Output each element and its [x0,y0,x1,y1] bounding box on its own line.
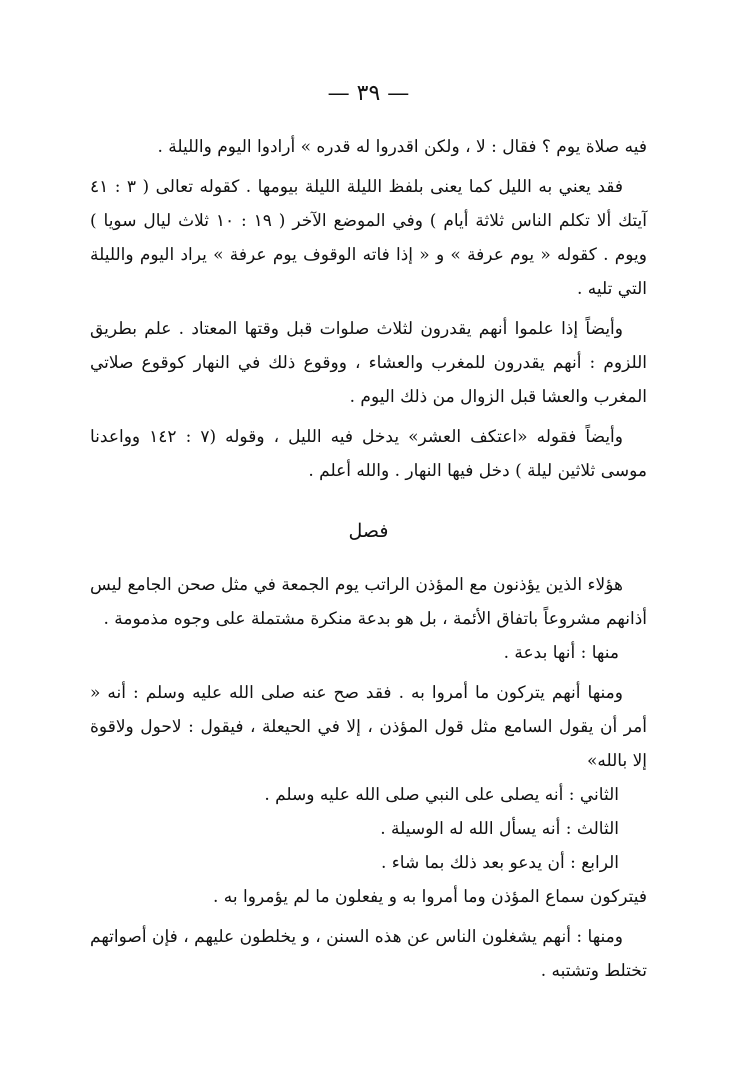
paragraph-4: وأيضاً فقوله «اعتكف العشر» يدخل فيه الليل ، وقوله (٧ : ١٤٢ وواعدنا موسى ثلاثين ليلة ) دخل فيها النهار . والله أعلم . [90,427,647,481]
section-summary: فيتركون سماع المؤذن وما أمروا به و يفعلون ما لم يؤمروا به . [212,887,647,907]
list-item: الثاني : أنه يصلى على النبي صلى الله عليه وسلم . [264,785,619,805]
paragraph-1: فيه صلاة يوم ؟ فقال : لا ، ولكن اقدروا له قدره » أرادوا اليوم والليلة . [157,137,647,157]
list-item: الرابع : أن يدعو بعد ذلك بما شاء . [380,853,619,873]
paragraph-3: وأيضاً إذا علموا أنهم يقدرون لثلاث صلوات قبل وقتها المعتاد . علم بطريق اللزوم : أنهم يقدرون للمغرب والعشاء ، ووقوع ذلك في النهار كوقوع صلاتي المغرب والعشا قبل الزوال من ذلك اليوم . [90,319,647,407]
section-intro: هؤلاء الذين يؤذنون مع المؤذن الراتب يوم الجمعة في مثل صحن الجامع ليس أذانهم مشروعاً باتفاق الأئمة ، بل هو بدعة منكرة مشتملة على وجوه مذمومة . [90,575,647,629]
list-item: الثالث : أنه يسأل الله له الوسيلة . [380,819,619,839]
list-item-second: ومنها أنهم يتركون ما أمروا به . فقد صح عنه صلى الله عليه وسلم : أنه « أمر أن يقول السامع مثل قول المؤذن ، إلا في الحيعلة ، فيقول : لاحول ولاقوة إلا بالله» [90,683,647,771]
paragraph-2: فقد يعني به الليل كما يعنى بلفظ الليلة الليلة بيومها . كقوله تعالى ( ٣ : ٤١ آيتك ألا تكلم الناس ثلاثة أيام ) وفي الموضع الآخر ( ١٩ : ١٠ ثلاث ليال سويا ) ويوم . كقوله « يوم عرفة » و « إذا فاته الوقوف يوم عرفة » يراد اليوم والليلة التي تليه . [90,177,647,299]
list-item-first: منها : أنها بدعة . [503,643,619,663]
page-number: — ٣٩ — [327,81,410,106]
list-item-third: ومنها : أنهم يشغلون الناس عن هذه السنن ، و يخلطون عليهم ، فإن أصواتهم تختلط وتشتبه . [90,927,647,981]
section-heading: فصل [348,520,389,542]
